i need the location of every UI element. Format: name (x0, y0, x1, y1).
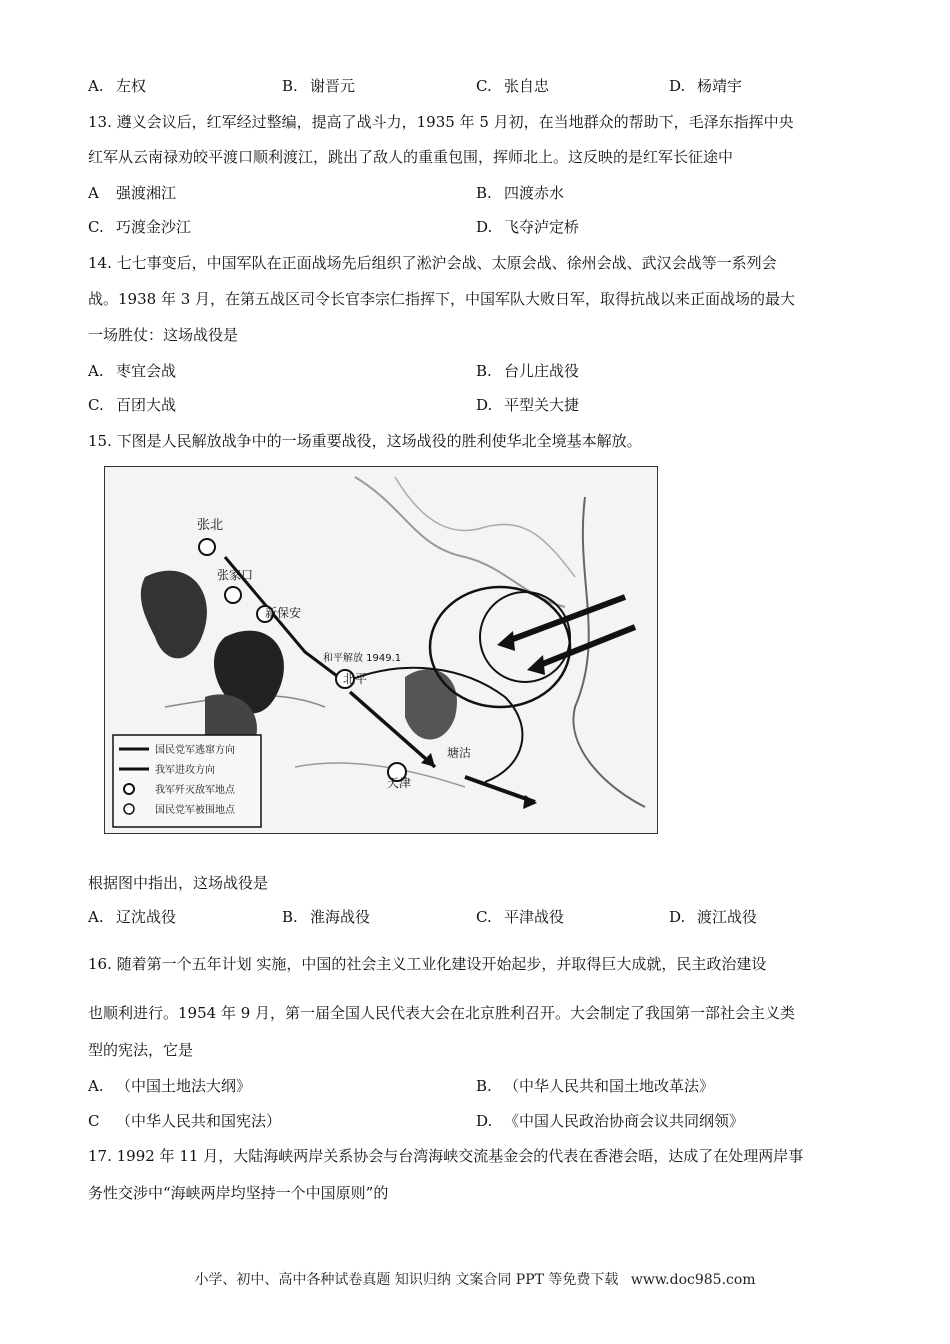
option-b: B. 谢晋元 (282, 77, 356, 95)
page-footer (0, 1271, 950, 1289)
question-14-text-cont: 一场胜仗：这场战役是 (88, 326, 239, 344)
option-a: A. 左权 (88, 77, 147, 95)
option-d: D. 飞夺泸定桥 (476, 218, 580, 236)
question-14-text: 14. 七七事变后，中国军队在正面战场先后组织了淞沪会战、太原会战、徐州会战、武汉会战等一系列会 (88, 254, 777, 272)
question-16-text-cont: 也顺利进行。1954 年 9 月，第一届全国人民代表大会在北京胜利召开。大会制定了我国第一部社会主义类 (88, 1004, 796, 1022)
map-box-label: 和平解放 1949.1 (323, 653, 402, 664)
option-c: C. 巧渡金沙江 (88, 218, 192, 236)
option-c: C. 张自忠 (476, 77, 550, 95)
option-d: D. 杨靖宇 (669, 77, 743, 95)
question-17-text-cont: 务性交涉中“海峡两岸均坚持一个中国原则”的 (88, 1184, 389, 1202)
place-label: 新保安 (265, 606, 302, 620)
option-b: B. 四渡赤水 (476, 184, 565, 202)
legend-entry: 国民党军被围地点 (155, 805, 235, 816)
place-label: 北平 (343, 672, 368, 686)
place-label: 塘沽 (447, 746, 472, 760)
option-b: B. （中华人民共和国土地改革法》 (476, 1077, 715, 1095)
option-a: A. 枣宜会战 (88, 362, 177, 380)
question-17-text: 17. 1992 年 11 月，大陆海峡两岸关系协会与台湾海峡交流基金会的代表在香港会晤，达成了在处理两岸事 (88, 1147, 804, 1165)
option-c: C （中华人民共和国宪法） (88, 1112, 282, 1130)
place-label: 天津 (387, 776, 412, 790)
footer-link[interactable]: www.doc985.com (630, 1272, 756, 1288)
legend-entry: 我军歼灭敌军地点 (155, 785, 235, 796)
option-c: C. 百团大战 (88, 396, 177, 414)
question-16-text: 16. 随着第一个五年计划 实施，中国的社会主义工业化建设开始起步，并取得巨大成就，民主政治建设 (88, 955, 767, 973)
option-d: D. 平型关大捷 (476, 396, 580, 414)
question-13-text-cont: 红军从云南禄劝皎平渡口顺利渡江，跳出了敌人的重重包围，挥师北上。这反映的是红军长征途中 (88, 148, 734, 166)
legend-entry: 国民党军逃窜方向 (155, 745, 235, 756)
question-15-prompt: 根据图中指出，这场战役是 (88, 874, 269, 892)
option-b: B. 淮海战役 (282, 908, 371, 926)
option-a: A 强渡湘江 (88, 184, 177, 202)
question-14-text-cont: 战。1938 年 3 月，在第五战区司令长官李宗仁指挥下，中国军队大败日军，取得抗战以来正面战场的最大 (88, 290, 796, 308)
option-d: D. 《中国人民政治协商会议共同纲领》 (476, 1112, 745, 1130)
place-label: 张家口 (217, 568, 254, 582)
footer-text: 小学、初中、高中各种试卷真题 知识归纳 文案合同 PPT 等免费下载 (194, 1272, 619, 1288)
battle-map-drawing (105, 467, 657, 833)
option-a: A. （中国土地法大纲》 (88, 1077, 252, 1095)
place-label: 张北 (197, 518, 224, 533)
option-d: D. 渡江战役 (669, 908, 758, 926)
option-c: C. 平津战役 (476, 908, 565, 926)
battle-map (104, 466, 658, 834)
option-a: A. 辽沈战役 (88, 908, 177, 926)
option-b: B. 台儿庄战役 (476, 362, 580, 380)
question-13-text: 13. 遵义会议后，红军经过整编，提高了战斗力，1935 年 5 月初，在当地群众的帮助下，毛泽东指挥中央 (88, 113, 794, 131)
legend-entry: 我军进攻方向 (155, 765, 215, 776)
question-15-text: 15. 下图是人民解放战争中的一场重要战役，这场战役的胜利使华北全境基本解放。 (88, 432, 642, 450)
question-16-text-cont: 型的宪法，它是 (88, 1041, 194, 1059)
